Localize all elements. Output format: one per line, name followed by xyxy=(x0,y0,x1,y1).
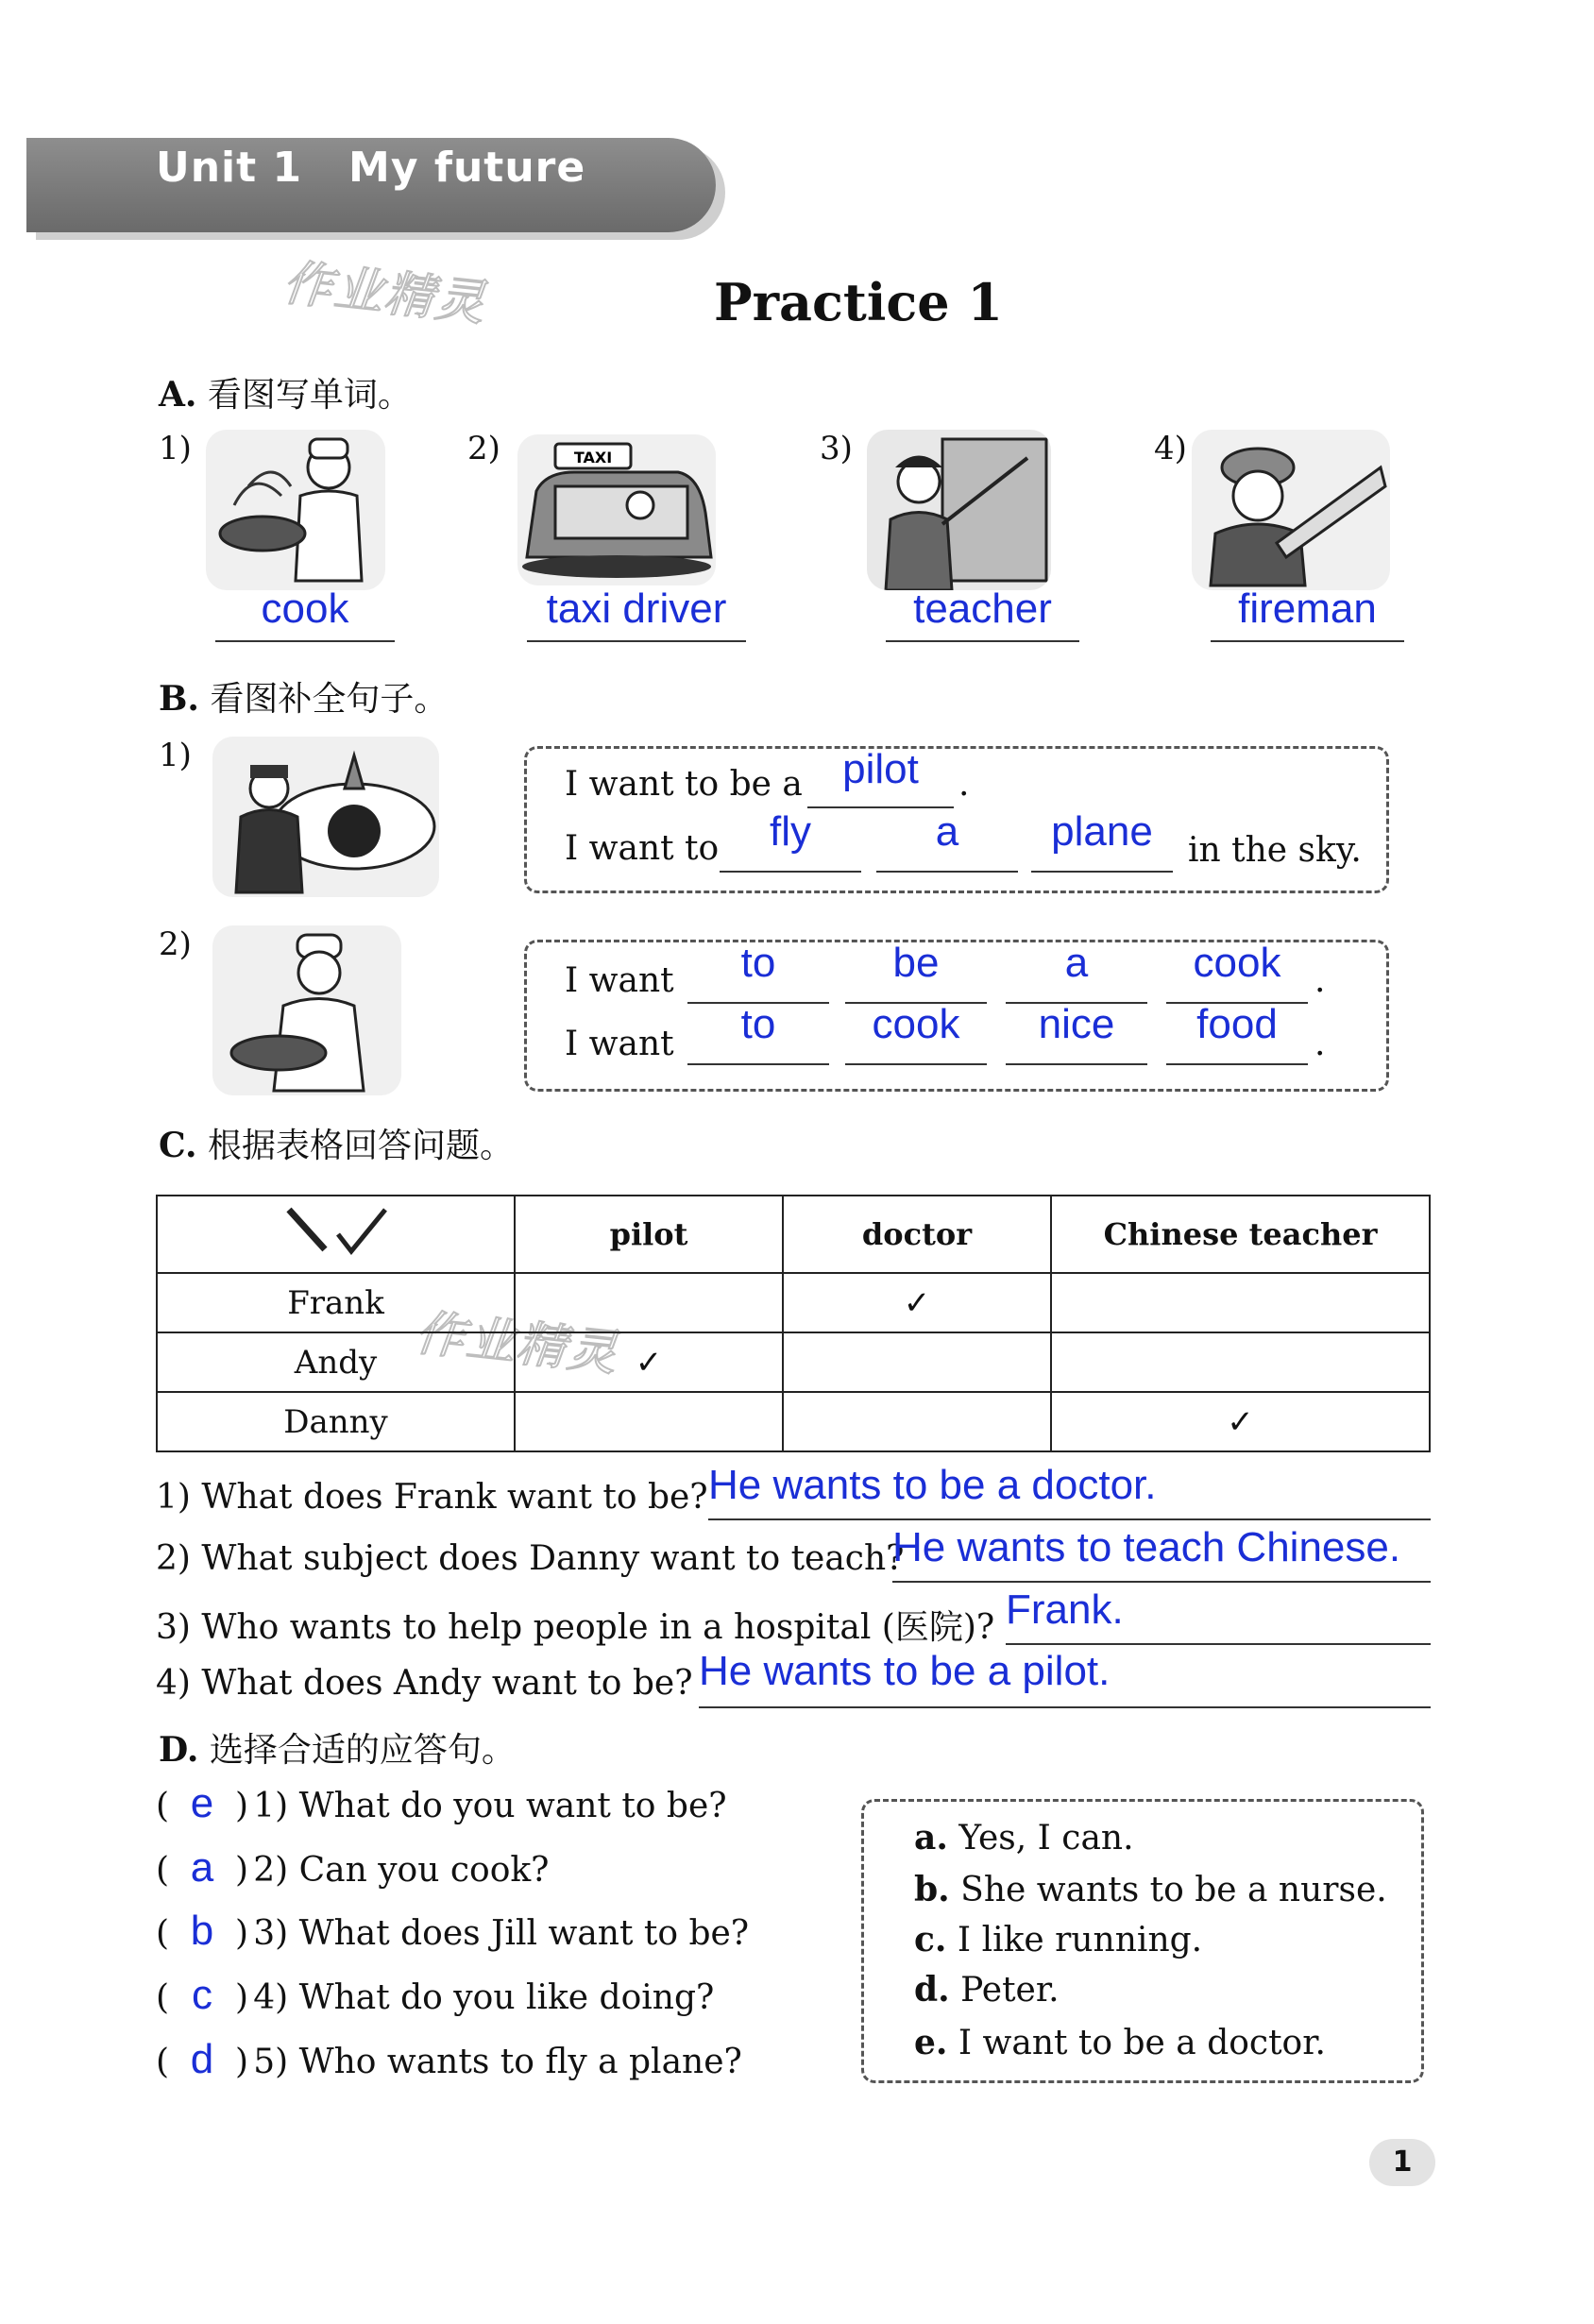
option: c. I like running. xyxy=(914,1920,1203,1959)
question: 3) What does Jill want to be? xyxy=(253,1914,750,1953)
watermark: 作业精灵 xyxy=(412,1304,621,1383)
chef-cooking-image xyxy=(206,430,385,590)
watermark: 作业精灵 xyxy=(280,254,489,333)
section-c-heading: C. 根据表格回答问题。 xyxy=(159,1126,515,1165)
table-cell: ✓ xyxy=(515,1332,783,1392)
row-name: Danny xyxy=(157,1392,515,1451)
question: 2) What subject does Danny want to teach? xyxy=(156,1539,905,1578)
teacher-image xyxy=(867,430,1051,590)
answer-line: cook xyxy=(215,585,395,642)
sentence-line: I want to xyxy=(565,829,720,868)
option: a. Yes, I can. xyxy=(914,1818,1134,1858)
column-header: doctor xyxy=(783,1196,1051,1273)
option: e. I want to be a doctor. xyxy=(914,2023,1326,2062)
sentence-end: . xyxy=(958,765,970,804)
table-cell xyxy=(783,1332,1051,1392)
question: 4) What does Andy want to be? xyxy=(156,1664,693,1703)
item-number: 2) xyxy=(467,430,500,467)
answer-line: to xyxy=(687,1001,829,1065)
answer-line: cook xyxy=(845,1001,987,1065)
fireman-image xyxy=(1192,430,1390,590)
choice-item: ( b ) 3) What does Jill want to be? xyxy=(156,1908,750,1954)
sentence-end: . xyxy=(1314,961,1326,1000)
answer-line: taxi driver xyxy=(527,585,746,642)
choice-answer: e xyxy=(190,1780,214,1826)
table-cell: ✓ xyxy=(783,1273,1051,1332)
svg-text:TAXI: TAXI xyxy=(573,449,613,466)
pilot-plane-image xyxy=(212,737,439,897)
answer-line: He wants to teach Chinese. xyxy=(892,1524,1431,1583)
table-cell xyxy=(1051,1332,1430,1392)
choice-item: ( c ) 4) What do you like doing? xyxy=(156,1972,715,2018)
unit-title: Unit 1 My future xyxy=(156,144,586,192)
answer-line: teacher xyxy=(886,585,1079,642)
table-cell: ✓ xyxy=(1051,1392,1430,1451)
item-number: 4) xyxy=(1154,430,1187,467)
answer-line: fly xyxy=(720,808,861,873)
choice-item: ( a ) 2) Can you cook? xyxy=(156,1844,550,1891)
table-row xyxy=(157,1332,1430,1392)
answer-table xyxy=(156,1195,1431,1452)
choice-answer: a xyxy=(190,1844,214,1891)
answer-line: fireman xyxy=(1211,585,1404,642)
item-number: 3) xyxy=(820,430,853,467)
taxi-driver-image xyxy=(517,434,716,585)
question: 2) Can you cook? xyxy=(253,1851,550,1890)
choice-answer: c xyxy=(192,1972,213,2018)
question: 4) What do you like doing? xyxy=(253,1978,715,2017)
sentence-line: I want xyxy=(565,1025,674,1063)
item-number: 2) xyxy=(159,925,192,963)
page-title: Practice 1 xyxy=(714,272,1003,332)
cook-frying-image xyxy=(212,925,401,1095)
question: 3) Who wants to help people in a hospital (医院)? xyxy=(156,1608,995,1647)
column-header: Chinese teacher xyxy=(1051,1196,1430,1273)
table-cell xyxy=(783,1392,1051,1451)
answer-line: be xyxy=(845,940,987,1004)
answer-line: plane xyxy=(1031,808,1173,873)
option: b. She wants to be a nurse. xyxy=(914,1870,1387,1909)
question: 5) Who wants to fly a plane? xyxy=(253,2043,742,2081)
choice-answer: b xyxy=(190,1908,214,1954)
section-d-heading: D. 选择合适的应答句。 xyxy=(159,1730,516,1770)
pencil-check-icon xyxy=(157,1196,515,1273)
choice-item: ( e ) 1) What do you want to be? xyxy=(156,1780,727,1826)
table-cell xyxy=(1051,1273,1430,1332)
choice-answer: d xyxy=(190,2036,214,2082)
answer-line: pilot xyxy=(807,746,954,808)
question: 1) What does Frank want to be? xyxy=(156,1478,708,1517)
row-name: Frank xyxy=(157,1273,515,1332)
answer-line: cook xyxy=(1166,940,1308,1004)
sentence-line: I want to be a xyxy=(565,765,803,804)
column-header: pilot xyxy=(515,1196,783,1273)
answer-line: a xyxy=(1006,940,1147,1004)
answer-line: to xyxy=(687,940,829,1004)
table-row xyxy=(157,1392,1430,1451)
item-number: 1) xyxy=(159,737,192,774)
sentence-end: . xyxy=(1314,1025,1326,1063)
answer-line: food xyxy=(1166,1001,1308,1065)
row-name: Andy xyxy=(157,1332,515,1392)
answer-line: He wants to be a doctor. xyxy=(708,1462,1431,1520)
choice-item: ( d ) 5) Who wants to fly a plane? xyxy=(156,2036,742,2082)
page-number: 1 xyxy=(1369,2139,1435,2186)
table-cell xyxy=(515,1392,783,1451)
section-a-heading: A. 看图写单词。 xyxy=(159,375,412,415)
table-cell xyxy=(515,1273,783,1332)
table-row xyxy=(157,1273,1430,1332)
sentence-line: I want xyxy=(565,961,674,1000)
section-b-heading: B. 看图补全句子。 xyxy=(159,679,449,719)
item-number: 1) xyxy=(159,430,192,467)
option: d. Peter. xyxy=(914,1970,1060,2010)
sentence-end: in the sky. xyxy=(1188,831,1362,870)
question: 1) What do you want to be? xyxy=(253,1787,727,1825)
answer-line: nice xyxy=(1006,1001,1147,1065)
answer-line: He wants to be a pilot. xyxy=(699,1648,1431,1708)
answer-line: Frank. xyxy=(1006,1586,1431,1645)
answer-line: a xyxy=(876,808,1018,873)
